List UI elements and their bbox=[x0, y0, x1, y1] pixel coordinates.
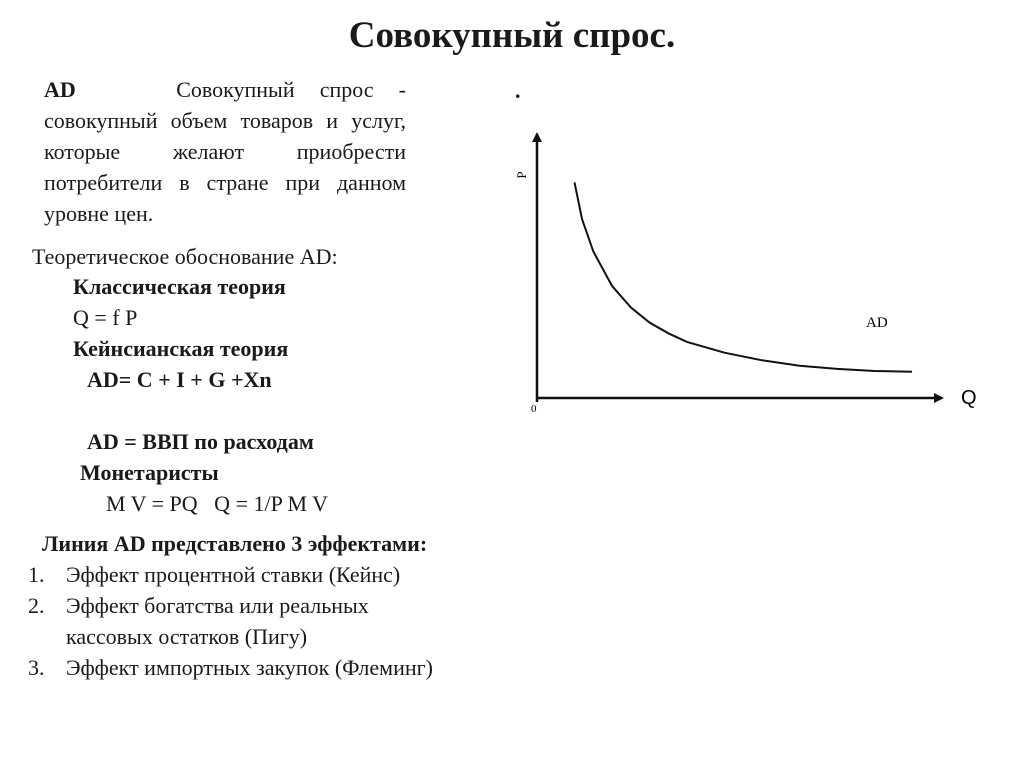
effect-number: 3. bbox=[28, 655, 45, 680]
effect-text: Эффект процентной ставки (Кейнс) bbox=[66, 562, 401, 587]
effect-text: Эффект импортных закупок (Флеминг) bbox=[66, 655, 433, 680]
keynes-formula: AD= C + I + G +Xn bbox=[87, 367, 272, 392]
origin-label: 0 bbox=[531, 403, 537, 415]
effect-number: 1. bbox=[28, 562, 45, 587]
effect-number: 2. bbox=[28, 593, 45, 618]
effects-heading: Линия AD представлено 3 эффектами: bbox=[42, 531, 428, 556]
keynes-theory-label: Кейнсианская теория bbox=[73, 336, 289, 361]
theory-heading: Теоретическое обоснование AD: bbox=[32, 244, 338, 269]
monetarists-label: Монетаристы bbox=[80, 460, 219, 485]
classical-formula: Q = f P bbox=[73, 305, 138, 330]
monetarists-formula: M V = PQ Q = 1/P M V bbox=[106, 491, 329, 516]
page-title: Совокупный спрос. bbox=[348, 15, 676, 56]
effect-text: Эффект богатства или реальных bbox=[66, 593, 369, 618]
definition-text: Совокупный спрос - совокупный объем товаров и услуг, которые желают приобрести потребители в стране при данном уровне цен. bbox=[44, 77, 406, 226]
definition-term: AD bbox=[44, 77, 76, 102]
classical-theory-label: Классическая теория bbox=[73, 274, 286, 299]
ad-series-label: AD bbox=[866, 315, 888, 331]
gdp-line: AD = ВВП по расходам bbox=[87, 429, 314, 454]
ad-curve bbox=[575, 182, 913, 371]
effect-text: кассовых остатков (Пигу) bbox=[66, 624, 308, 649]
chart-dot: . bbox=[515, 78, 521, 103]
x-axis-label: Q bbox=[961, 387, 977, 409]
y-axis-label: P bbox=[514, 171, 529, 179]
